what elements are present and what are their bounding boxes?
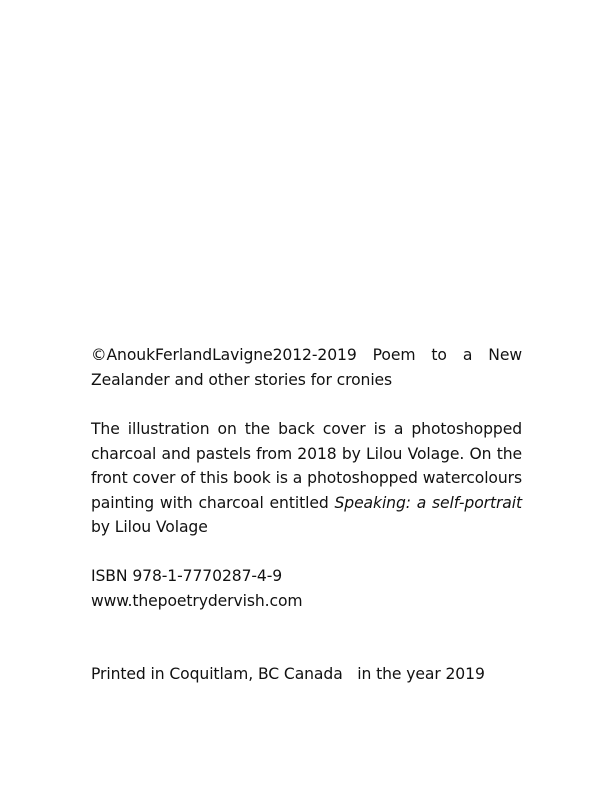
painting-title: Speaking: a self-portrait [334, 493, 523, 512]
copyright-notice: ©AnoukFerlandLavigne2012-2019 Poem to a New Zealander and other stories for cronies [91, 346, 522, 389]
publication-info [91, 564, 522, 613]
printing-location: Printed in Coquitlam, BC Canada in the year 2019 [91, 665, 485, 683]
illustration-artist: by Lilou Volage [91, 518, 208, 536]
website-url: www.thepoetrydervish.com [91, 591, 303, 610]
illustration-description: The illustration on the back cover is a photoshopped charcoal and pastels from 2018 by Lilou Volage. On the front cover of this book is a photoshopped watercolours painting with charcoal entitled [91, 420, 522, 512]
isbn-number: ISBN 978-1-7770287-4-9 [91, 567, 283, 585]
illustration-credits [91, 417, 522, 540]
